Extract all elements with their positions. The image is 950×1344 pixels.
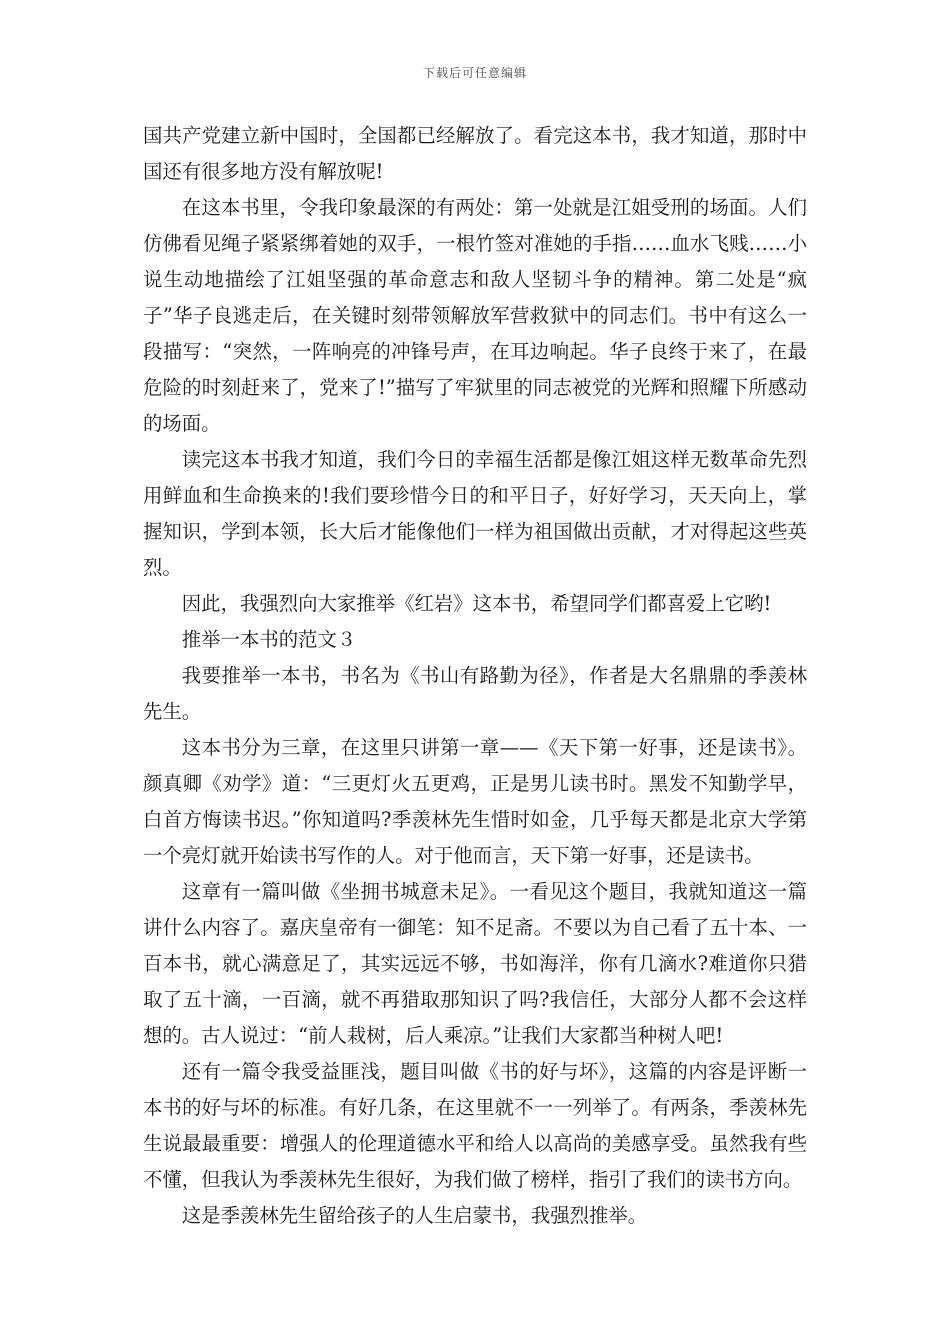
paragraph: 在这本书里，令我印象最深的有两处：第一处就是江姐受刑的场面。人们仿佛看见绳子紧紧绑着她的双手，一根竹签对准她的手指……血水飞贱……小说生动地描绘了江姐坚强的革命意志和敌人坚韧斗争的精神。第二处是“疯子”华子良逃走后，在关键时刻带领解放军营救狱中的同志们。书中有这么一段描写：“突然，一阵响亮的冲锋号声，在耳边响起。华子良终于来了，在最危险的时刻赶来了，党来了!”描写了牢狱里的同志被党的光辉和照耀下所感动的场面。 — [143, 196, 807, 435]
section-heading: 推举一本书的范文３ — [181, 628, 357, 651]
paragraph: 读完这本书我才知道，我们今日的幸福生活都是像江姐这样无数革命先烈用鲜血和生命换来的!我们要珍惜今日的和平日子，好好学习，天天向上，掌握知识，学到本领，长大后才能像他们一样为祖国做出贡献，才对得起这些英烈。 — [143, 448, 807, 579]
page-header-note: 下载后可任意编辑 — [422, 66, 527, 80]
paragraph: 我要推举一本书，书名为《书山有路勤为径》，作者是大名鼎鼎的季羡林先生。 — [143, 664, 807, 723]
paragraph-continued: 国共产党建立新中国时，全国都已经解放了。看完这本书，我才知道，那时中国还有很多地方没有解放呢! — [143, 124, 807, 183]
paragraph: 因此，我强烈向大家推举《红岩》这本书，希望同学们都喜爱上它哟! — [181, 592, 772, 615]
paragraph: 还有一篇令我受益匪浅，题目叫做《书的好与坏》，这篇的内容是评断一本书的好与坏的标准。有好几条，在这里就不一一列举了。有两条，季羡林先生说最最重要：增强人的伦理道德水平和给人以高尚的美感享受。虽然我有些不懂，但我认为季羡林先生很好，为我们做了榜样，指引了我们的读书方向。 — [143, 1060, 807, 1191]
document-body — [143, 118, 807, 1234]
paragraph: 这本书分为三章，在这里只讲第一章——《天下第一好事，还是读书》。颜真卿《劝学》道：“三更灯火五更鸡，正是男儿读书时。黑发不知勤学早，白首方悔读书迟。”你知道吗?季羡林先生惜时如金，几乎每天都是北京大学第一个亮灯就开始读书写作的人。对于他而言，天下第一好事，还是读书。 — [143, 736, 807, 867]
paragraph: 这是季羡林先生留给孩子的人生启蒙书，我强烈推举。 — [181, 1204, 648, 1227]
paragraph: 这章有一篇叫做《坐拥书城意未足》。一看见这个题目，我就知道这一篇讲什么内容了。嘉庆皇帝有一御笔：知不足斋。不要以为自己看了五十本、一百本书，就心满意足了，其实远远不够，书如海洋，你有几滴水?难道你只猎取了五十滴，一百滴，就不再猎取那知识了吗?我信任，大部分人都不会这样想的。古人说过：“前人栽树，后人乘凉。”让我们大家都当种树人吧! — [143, 880, 807, 1047]
